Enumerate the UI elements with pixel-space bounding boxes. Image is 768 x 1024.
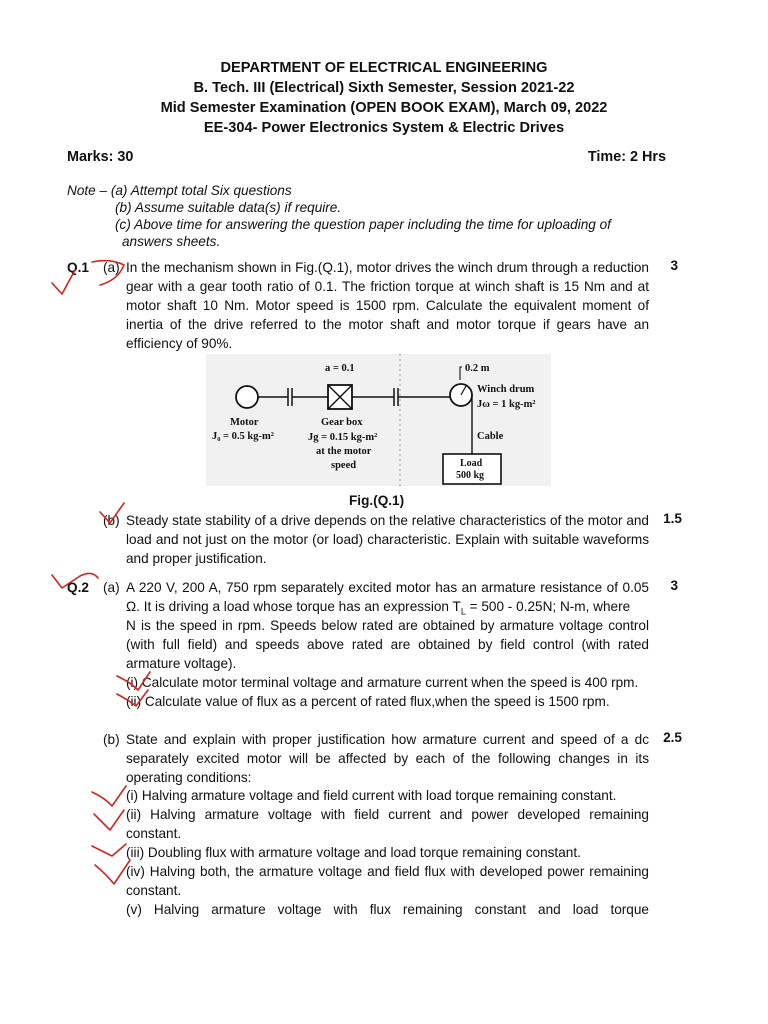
q1-number: Q.1 (67, 260, 89, 275)
tick-mark-q2b-i (92, 786, 126, 806)
q2a-line3: N is the speed in rpm. Speeds below rated are obtained by armature voltage control (126, 618, 649, 633)
dept-title: DEPARTMENT OF ELECTRICAL ENGINEERING (220, 60, 548, 76)
q2a-label: (a) (103, 580, 120, 595)
gear-inertia-label: Jg = 0.15 kg-m² (308, 432, 378, 443)
load-label: Load (460, 458, 483, 469)
gearbox-label: Gear box (321, 417, 363, 428)
q2b-part-ii-cont: constant. (126, 826, 182, 841)
tick-mark-q2b-iii (92, 844, 126, 856)
q2a-line5: armature voltage). (126, 656, 237, 671)
q2a-part-ii: (ii) Calculate value of flux as a percent of rated flux,when the speed is 1500 rpm. (126, 694, 610, 709)
q2a-line2-start: Ω. It is driving a load whose torque has an expression T (126, 599, 461, 614)
tick-mark-q2a-i (117, 672, 150, 690)
q2b-label: (b) (103, 732, 120, 747)
subject-line: EE-304- Power Electronics System & Electric Drives (203, 120, 565, 136)
q2b-part-v: (v) Halving armature voltage with flux remaining constant and load torque (126, 902, 649, 917)
q2b-marks: 2.5 (663, 730, 682, 745)
tick-mark-q2b-ii (94, 810, 124, 830)
tick-mark-q1a (92, 261, 124, 285)
drum-inertia-label: Jω = 1 kg-m² (477, 399, 536, 410)
load-mass-label: 500 kg (456, 470, 485, 481)
drum-label: Winch drum (477, 384, 535, 395)
q2b-part-iii: (iii) Doubling flux with armature voltage and load torque remaining constant. (126, 845, 581, 860)
q2b-part-ii: (ii) Halving armature voltage with field current and power developed remaining (126, 807, 649, 822)
q1b-marks: 1.5 (663, 511, 682, 526)
note-c-cont: answers sheets. (122, 234, 221, 249)
tick-mark-q2b-iv (95, 860, 130, 884)
marks-label: Marks: 30 (67, 149, 134, 165)
q2a-line2-end: = 500 - 0.25N; N-m, where (465, 599, 631, 614)
q2b-part-iv-cont: constant. (126, 883, 182, 898)
tick-mark-q2a-ii (117, 690, 148, 706)
q2b-part-i: (i) Halving armature voltage and field current with load torque remaining constant. (126, 788, 617, 803)
q2b-text: State and explain with proper justification how armature current and speed of a dc separately excited motor will be affected by each of the following changes in its operating conditions: (126, 732, 649, 785)
q2b-part-iv: (iv) Halving both, the armature voltage and field flux with developed power remaining (126, 864, 649, 879)
note-a: Note – (a) Attempt total Six questions (67, 183, 292, 198)
q2-number: Q.2 (67, 580, 89, 595)
q1a-text: In the mechanism shown in Fig.(Q.1), motor drives the winch drum through a reduction gear with a gear tooth ratio of 0.1. The friction torque at winch shaft is 15 Nm and at motor shaft 10 Nm. Motor speed is 1500 rpm. Calculate the equivalent moment of inertia of the drive referred to the motor shaft and motor torque if gears have an efficiency of 90%. (126, 260, 649, 351)
cable-label: Cable (477, 431, 504, 442)
q1a-marks: 3 (670, 258, 678, 273)
motor-label: Motor (230, 417, 259, 428)
radius-label: 0.2 m (465, 363, 490, 374)
q2a-line4: (with full field) and speeds above rated are obtained by field control (with rated (126, 637, 649, 652)
gear-note-label-2: speed (331, 460, 357, 471)
q1a-label: (a) (103, 260, 120, 275)
time-label: Time: 2 Hrs (587, 149, 666, 165)
q1b-label: (b) (103, 513, 120, 528)
q1b-text: Steady state stability of a drive depends on the relative characteristics of the motor and load and not just on the motor (or load) characteristic. Explain with suitable waveforms and proper justification. (126, 513, 649, 566)
note-b: (b) Assume suitable data(s) if require. (115, 200, 342, 215)
q2a-marks: 3 (670, 578, 678, 593)
gear-ratio-label: a = 0.1 (325, 363, 355, 374)
tick-mark-q2 (52, 573, 98, 588)
q2a-line1: A 220 V, 200 A, 750 rpm separately excited motor has an armature resistance of 0.05 (126, 580, 649, 595)
q2a-torque-subscript: L (460, 606, 466, 617)
q2a-part-i: (i) Calculate motor terminal voltage and armature current when the speed is 400 rpm. (126, 675, 639, 690)
tick-mark-q1b (100, 503, 124, 523)
note-c: (c) Above time for answering the question paper including the time for uploading of (115, 217, 611, 232)
exam-line: Mid Semester Examination (OPEN BOOK EXAM), March 09, 2022 (160, 100, 608, 116)
figure-caption: Fig.(Q.1) (349, 493, 405, 508)
course-line: B. Tech. III (Electrical) Sixth Semester, Session 2021-22 (193, 80, 575, 96)
motor-inertia-label: J₀ = 0.5 kg-m² (212, 431, 274, 442)
tick-mark-q1 (52, 270, 75, 294)
gear-note-label: at the motor (316, 446, 372, 457)
